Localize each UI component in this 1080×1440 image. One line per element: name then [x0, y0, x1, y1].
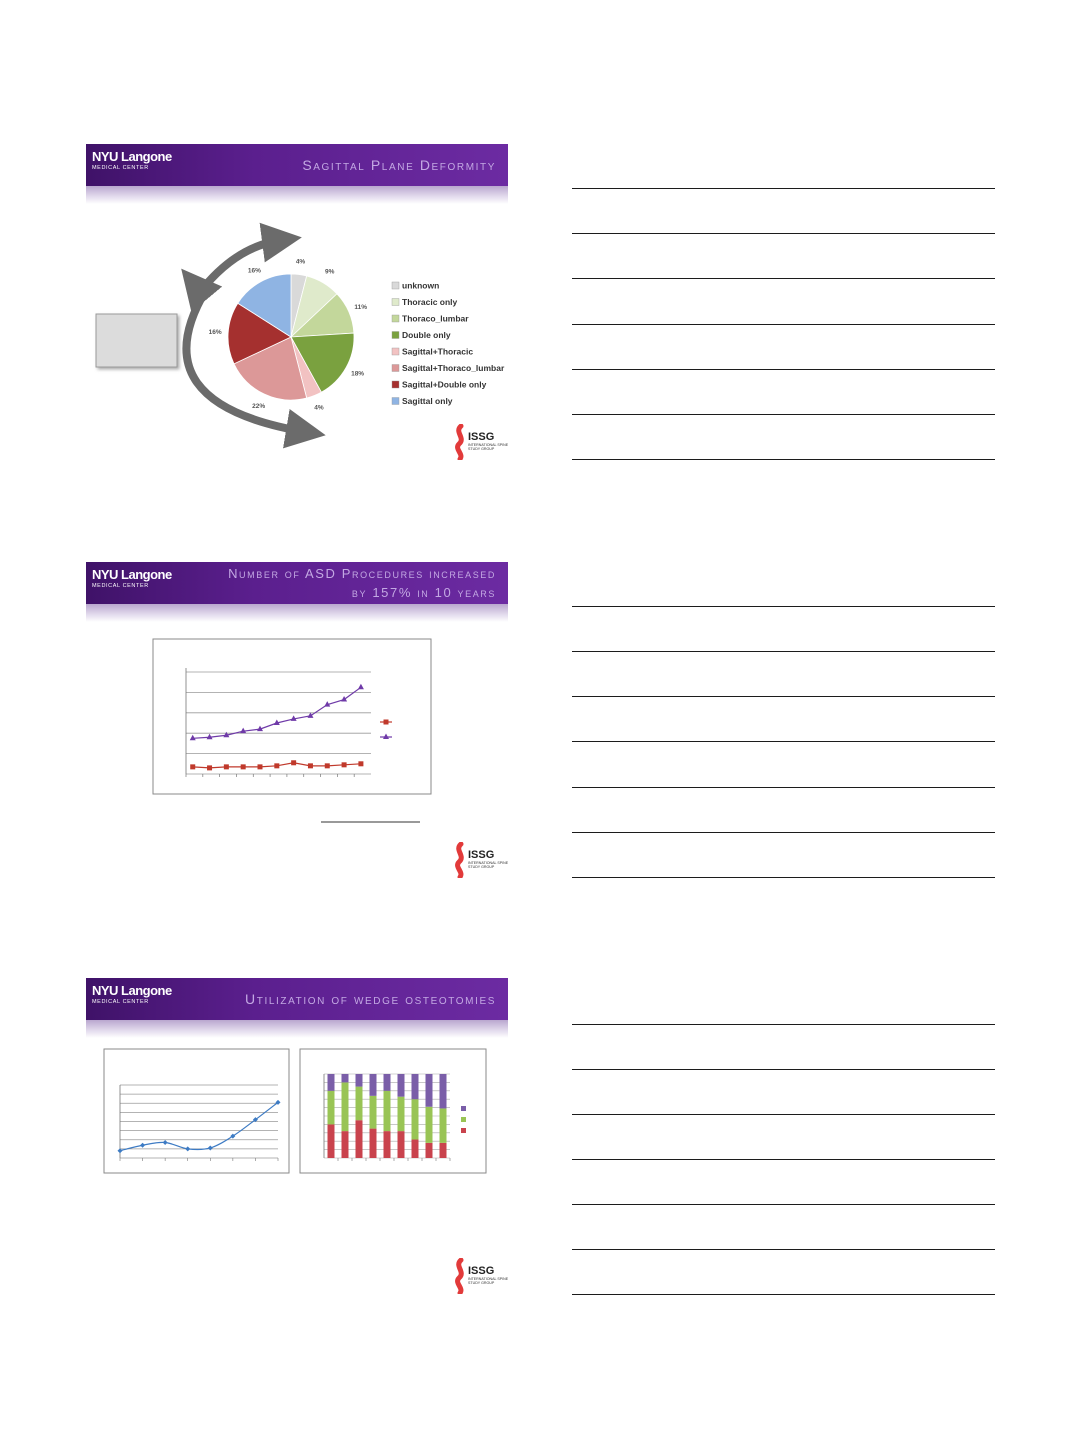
bar-segment — [398, 1097, 405, 1131]
data-point — [342, 762, 347, 767]
issg-sub2: STUDY GROUP — [468, 1281, 495, 1285]
note-line — [572, 1024, 995, 1025]
issg-mark-icon — [452, 424, 508, 460]
pie-pct-label: 16% — [208, 329, 222, 337]
bar-segment — [426, 1143, 433, 1158]
bar-segment — [342, 1082, 349, 1131]
note-line — [572, 459, 995, 460]
legend-swatch — [392, 365, 399, 372]
note-line — [572, 832, 995, 833]
bar-segment — [328, 1124, 335, 1158]
legend-label: Sagittal+Thoraco_lumbar — [402, 363, 505, 373]
bar-segment — [356, 1120, 363, 1158]
issg-sub2: STUDY GROUP — [468, 865, 495, 869]
note-line — [572, 1249, 995, 1250]
bar-segment — [342, 1074, 349, 1082]
slide-title-line1: Number of ASD Procedures increased — [228, 566, 496, 581]
data-point — [224, 764, 229, 769]
bar-segment — [356, 1087, 363, 1121]
legend-label: Sagittal+Double only — [402, 379, 487, 390]
bar-segment — [426, 1107, 433, 1143]
issg-logo — [452, 424, 508, 465]
legend-label: Double only — [402, 330, 451, 340]
data-point — [325, 763, 330, 768]
note-line — [572, 1204, 995, 1205]
legend-label: Thoracic only — [402, 297, 458, 307]
issg-logo — [452, 1258, 508, 1299]
slide-sagittal-plane-deformity — [86, 144, 508, 474]
pie-pct-label: 18% — [351, 370, 365, 378]
bar-segment — [426, 1074, 433, 1107]
logo-line1: NYU Langone — [92, 567, 172, 582]
bar-segment — [328, 1091, 335, 1125]
slide-title-text: Sagittal Plane Deformity — [302, 157, 496, 173]
bar-segment — [440, 1074, 447, 1108]
pie-chart — [209, 259, 368, 412]
issg-name: ISSG — [468, 849, 495, 861]
pie-pct-label: 9% — [324, 268, 335, 276]
data-point — [358, 761, 363, 766]
bar-segment — [328, 1074, 335, 1091]
legend-swatch — [461, 1106, 466, 1111]
note-line — [572, 877, 995, 878]
data-point — [207, 765, 212, 770]
issg-name: ISSG — [468, 1265, 495, 1277]
data-point — [258, 764, 263, 769]
legend-swatch — [392, 282, 399, 289]
left-chart-frame — [104, 1049, 289, 1173]
issg-sub1: INTERNATIONAL SPINE — [468, 443, 508, 447]
issg-mark-icon — [452, 842, 508, 878]
legend-label: Sagittal only — [402, 396, 453, 406]
logo-line2: MEDICAL CENTER — [92, 583, 149, 589]
pie-pct-label: 4% — [295, 258, 306, 266]
legend-swatch — [392, 348, 399, 355]
bar-segment — [384, 1131, 391, 1158]
legend-swatch — [461, 1128, 466, 1133]
legend-label: Sagittal+Thoracic — [402, 346, 474, 357]
logo-line2: MEDICAL CENTER — [92, 165, 149, 171]
data-point — [291, 760, 296, 765]
note-line — [572, 1294, 995, 1295]
pie-pct-label: 22% — [252, 402, 266, 410]
data-point — [241, 764, 246, 769]
issg-name: ISSG — [468, 431, 495, 443]
pie-pct-label: 4% — [314, 404, 324, 412]
procedures-figure — [86, 562, 508, 892]
legend-label: unknown — [402, 280, 440, 291]
note-line — [572, 278, 995, 279]
legend-swatch — [461, 1117, 466, 1122]
bar-segment — [412, 1074, 419, 1099]
bar-segment — [370, 1129, 377, 1158]
slide-title-text: Utilization of wedge osteotomies — [245, 991, 496, 1007]
note-line — [572, 651, 995, 652]
legend-label: Thoraco_lumbar — [402, 313, 469, 324]
note-line — [572, 606, 995, 607]
note-line — [572, 1159, 995, 1160]
bar-segment — [384, 1074, 391, 1091]
slide-asd-procedures — [86, 562, 508, 892]
bar-segment — [342, 1131, 349, 1158]
bar-segment — [356, 1074, 363, 1087]
note-line — [572, 414, 995, 415]
note-line — [572, 233, 995, 234]
bar-segment — [412, 1140, 419, 1158]
callout-box — [96, 314, 177, 367]
pie-pct-label: 16% — [247, 267, 261, 275]
legend-swatch — [392, 398, 399, 405]
data-point — [274, 763, 279, 768]
logo-line1: NYU Langone — [92, 983, 172, 998]
legend-marker — [384, 720, 389, 725]
legend-swatch — [392, 332, 399, 339]
issg-logo — [452, 842, 508, 883]
legend-swatch — [392, 381, 399, 388]
pie-figure — [86, 144, 508, 474]
legend-swatch — [392, 315, 399, 322]
data-point — [308, 763, 313, 768]
issg-sub1: INTERNATIONAL SPINE — [468, 861, 508, 865]
data-point — [190, 764, 195, 769]
pie-legend — [392, 281, 505, 407]
issg-sub2: STUDY GROUP — [468, 447, 495, 451]
slide-wedge-osteotomies — [86, 978, 508, 1308]
note-line — [572, 1069, 995, 1070]
bar-segment — [440, 1143, 447, 1158]
chart-frame — [153, 639, 431, 794]
note-line — [572, 188, 995, 189]
note-line — [572, 1114, 995, 1115]
issg-sub1: INTERNATIONAL SPINE — [468, 1277, 508, 1281]
pie-pct-label: 11% — [354, 303, 368, 311]
note-line — [572, 324, 995, 325]
note-line — [572, 369, 995, 370]
note-line — [572, 696, 995, 697]
note-line — [572, 787, 995, 788]
bar-segment — [398, 1131, 405, 1158]
logo-line1: NYU Langone — [92, 149, 172, 164]
legend-swatch — [392, 299, 399, 306]
logo-line2: MEDICAL CENTER — [92, 999, 149, 1005]
slide-title-line2: by 157% in 10 years — [351, 585, 496, 600]
bar-segment — [384, 1091, 391, 1131]
bar-segment — [370, 1096, 377, 1129]
note-line — [572, 741, 995, 742]
bar-segment — [412, 1099, 419, 1139]
bar-segment — [440, 1108, 447, 1142]
bar-segment — [370, 1074, 377, 1096]
issg-mark-icon — [452, 1258, 508, 1294]
osteotomy-figure — [86, 978, 508, 1308]
bar-segment — [398, 1074, 405, 1097]
